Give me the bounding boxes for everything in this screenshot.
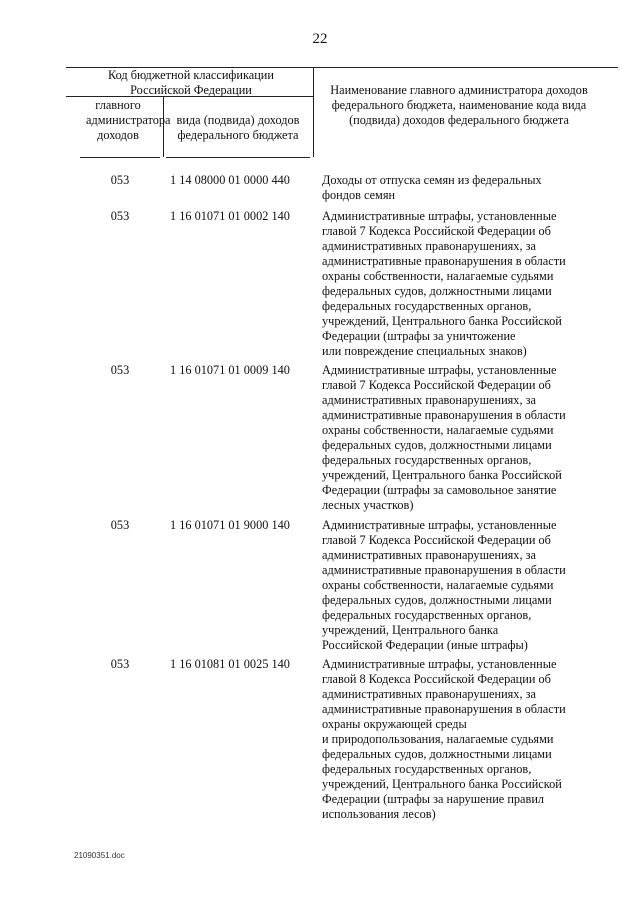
admin-code: 053 [110, 518, 130, 532]
revenue-code: 1 16 01071 01 0002 140 [170, 209, 290, 223]
header-col-admin: главного администратора доходов [86, 98, 171, 142]
page-number: 22 [312, 31, 328, 47]
revenue-name: Административные штрафы, установленные главой 7 Кодекса Российской Федерации об административных правонарушениях, за административные правонарушения в области охраны собственности, налагаемые судьями федеральных судов, должностными лицами федеральных государственных органов, учреждений, Центрального банка Российской Федерации (штрафы за уничтожение или повреждение специальных знаков) [322, 209, 566, 358]
revenue-code: 1 16 01081 01 0025 140 [170, 657, 290, 671]
revenue-name: Административные штрафы, установленные главой 7 Кодекса Российской Федерации об административных правонарушениях, за административные правонарушения в области охраны собственности, налагаемые судьями федеральных судов, должностными лицами федеральных государственных органов, учреждений, Центрального банка Российской Федерации (иные штрафы) [322, 518, 566, 652]
header-col-name: Наименование главного администратора доходов федерального бюджета, наименование кода вида (подвида) доходов федерального бюджета [330, 83, 588, 127]
admin-code: 053 [110, 209, 130, 223]
header-bottom-rule-code [166, 157, 310, 158]
header-bottom-rule [80, 157, 160, 158]
admin-code: 053 [110, 173, 130, 187]
revenue-code: 1 16 01071 01 0009 140 [170, 363, 290, 377]
header-divider-name [313, 67, 314, 157]
document-filename: 21090351.doc [74, 851, 125, 860]
admin-code: 053 [110, 657, 130, 671]
revenue-name: Административные штрафы, установленные главой 8 Кодекса Российской Федерации об административных правонарушениях, за административные правонарушения в области охраны окружающей среды и природопользования, налагаемые судьями федеральных судов, должностными лицами федеральных государственных органов, учреждений, Центрального банка Российской Федерации (штрафы за нарушение правил использования лесов) [322, 657, 566, 821]
header-col-code: вида (подвида) доходов федерального бюджета [176, 113, 300, 142]
revenue-code: 1 16 01071 01 9000 140 [170, 518, 290, 532]
revenue-code: 1 14 08000 01 0000 440 [170, 173, 290, 187]
admin-code: 053 [110, 363, 130, 377]
revenue-name: Доходы от отпуска семян из федеральных фондов семян [322, 173, 542, 202]
revenue-name: Административные штрафы, установленные главой 7 Кодекса Российской Федерации об административных правонарушениях, за административные правонарушения в области охраны собственности, налагаемые судьями федеральных судов, должностными лицами федеральных государственных органов, учреждений, Центрального банка Российской Федерации (штрафы за самовольное занятие лесных участков) [322, 363, 566, 512]
header-code-group: Код бюджетной классификации Российской Федерации [108, 68, 274, 97]
